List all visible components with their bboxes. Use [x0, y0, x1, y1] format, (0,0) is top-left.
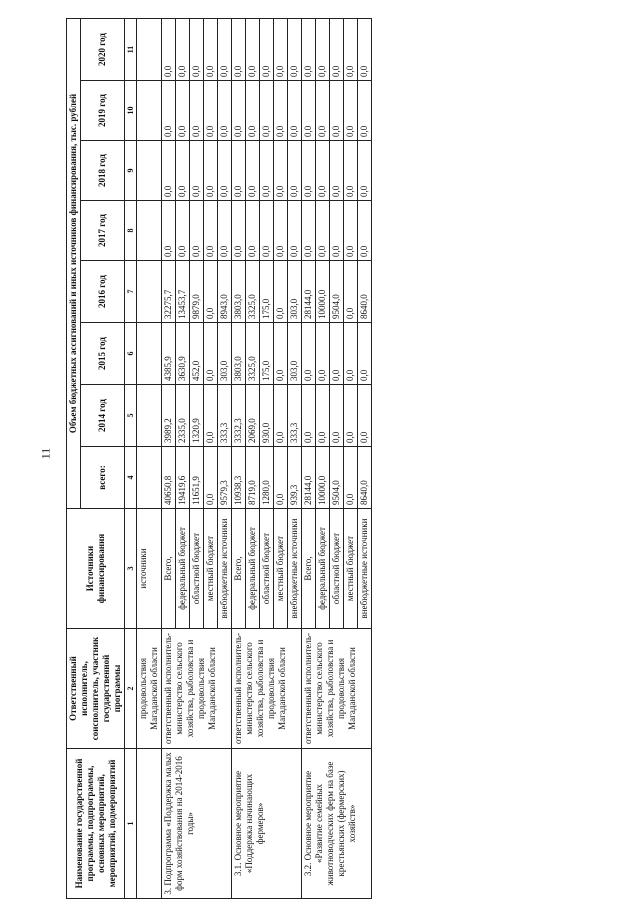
header-name: Наименование государственной программы, подпрограммы, основных мероприятий, мероприятий, подмероприятий: [67, 749, 125, 899]
header-2014: 2014 год: [81, 385, 125, 447]
year-value: 2335,0: [176, 385, 190, 447]
funding-source: внебюджетные источники: [358, 509, 372, 629]
total-value: 40650,8: [162, 447, 176, 509]
funding-source: местный бюджет: [204, 509, 218, 629]
col-number: 2: [125, 629, 137, 749]
year-value: 0,0: [218, 141, 232, 201]
year-value: 0,0: [204, 323, 218, 385]
year-value: 0,0: [288, 201, 302, 261]
funding-source: Всего,: [232, 509, 246, 629]
total-value: 939,3: [288, 447, 302, 509]
year-value: 0,0: [204, 141, 218, 201]
year-value: 0,0: [274, 81, 288, 141]
year-value: 0,0: [274, 141, 288, 201]
year-value: 0,0: [176, 201, 190, 261]
header-2020: 2020 год: [81, 18, 125, 80]
year-value: 0,0: [232, 81, 246, 141]
year-value: 3630,9: [176, 323, 190, 385]
program-name: 3.2. Основное мероприятие «Развитие семейных животноводческих ферм на базе крестьянских (фермерских) хозяйств»: [302, 749, 372, 899]
year-value: 0,0: [246, 18, 260, 80]
col-number: 1: [125, 749, 137, 899]
year-value: 0,0: [302, 18, 316, 80]
year-value: 175,0: [260, 261, 274, 323]
year-value: 0,0: [232, 201, 246, 261]
year-value: 0,0: [344, 141, 358, 201]
year-value: 333,3: [218, 385, 232, 447]
funding-source: местный бюджет: [344, 509, 358, 629]
total-value: 0,0: [204, 447, 218, 509]
year-value: 0,0: [330, 385, 344, 447]
rotated-page: [60, 0, 640, 905]
program-name: 3.1. Основное мероприятие «Поддержка начинающих фермеров»: [232, 749, 302, 899]
executor: ответственный исполнитель- министерство сельского хозяйства, рыболовства и продовольствия Магаданской области: [302, 629, 372, 749]
year-value: 0,0: [330, 81, 344, 141]
year-value: 0,0: [302, 201, 316, 261]
col-number: 8: [125, 201, 137, 261]
year-value: 0,0: [358, 323, 372, 385]
year-value: 0,0: [344, 323, 358, 385]
year-value: 3989,2: [162, 385, 176, 447]
page-number: 11: [38, 447, 53, 460]
year-value: 0,0: [204, 261, 218, 323]
year-value: 0,0: [316, 323, 330, 385]
year-value: 0,0: [358, 385, 372, 447]
year-value: 0,0: [190, 81, 204, 141]
year-value: 13453,7: [176, 261, 190, 323]
executor: ответственный исполнитель- министерство сельского хозяйства, рыболовства и продовольствия Магаданской области: [162, 629, 232, 749]
total-value: 1280,0: [260, 447, 274, 509]
year-value: 0,0: [204, 201, 218, 261]
year-value: 0,0: [344, 81, 358, 141]
header-2016: 2016 год: [81, 261, 125, 323]
funding-source: Всего,: [302, 509, 316, 629]
year-value: 0,0: [246, 141, 260, 201]
year-value: 0,0: [162, 141, 176, 201]
total-value: 11651,9: [190, 447, 204, 509]
total-value: 10000,0: [316, 447, 330, 509]
funding-source: федеральный бюджет: [246, 509, 260, 629]
funding-source: внебюджетные источники: [218, 509, 232, 629]
year-value: 3803,0: [232, 323, 246, 385]
year-value: 9504,0: [330, 261, 344, 323]
year-value: 0,0: [358, 141, 372, 201]
year-value: 0,0: [274, 201, 288, 261]
col-number: 10: [125, 81, 137, 141]
year-value: 0,0: [260, 81, 274, 141]
col-number: 6: [125, 323, 137, 385]
year-value: 0,0: [316, 81, 330, 141]
year-value: 0,0: [232, 141, 246, 201]
total-value: 28144,0: [302, 447, 316, 509]
year-value: 0,0: [358, 18, 372, 80]
total-value: 0,0: [274, 447, 288, 509]
year-value: 303,0: [288, 323, 302, 385]
year-value: 0,0: [218, 18, 232, 80]
year-value: 0,0: [316, 141, 330, 201]
total-value: 10938,3: [232, 447, 246, 509]
year-value: 0,0: [344, 261, 358, 323]
year-value: 0,0: [204, 385, 218, 447]
table-row: [302, 18, 316, 898]
year-value: 0,0: [162, 81, 176, 141]
total-value: 9504,0: [330, 447, 344, 509]
col-number: 4: [125, 447, 137, 509]
total-value: 0,0: [344, 447, 358, 509]
year-value: 8943,0: [218, 261, 232, 323]
col-number: 9: [125, 141, 137, 201]
year-value: 930,0: [260, 385, 274, 447]
year-value: 0,0: [274, 18, 288, 80]
year-value: 0,0: [302, 323, 316, 385]
year-value: 0,0: [274, 385, 288, 447]
funding-source: местный бюджет: [274, 509, 288, 629]
funding-source: федеральный бюджет: [316, 509, 330, 629]
total-value: 9579,3: [218, 447, 232, 509]
year-value: 303,0: [288, 261, 302, 323]
year-value: 0,0: [260, 18, 274, 80]
year-value: 0,0: [246, 81, 260, 141]
year-value: 0,0: [302, 81, 316, 141]
cont-executor: продовольствия Магаданской области: [137, 629, 162, 749]
year-value: 4385,9: [162, 323, 176, 385]
year-value: 10000,0: [316, 261, 330, 323]
year-value: 3325,0: [246, 323, 260, 385]
funding-source: областной бюджет: [330, 509, 344, 629]
funding-source: внебюджетные источники: [288, 509, 302, 629]
year-value: 0,0: [162, 201, 176, 261]
year-value: 0,0: [218, 201, 232, 261]
year-value: 2069,0: [246, 385, 260, 447]
year-value: 0,0: [176, 141, 190, 201]
year-value: 0,0: [190, 141, 204, 201]
year-value: 0,0: [316, 18, 330, 80]
year-value: 0,0: [176, 18, 190, 80]
year-value: 0,0: [288, 18, 302, 80]
year-value: 0,0: [260, 201, 274, 261]
year-value: 0,0: [330, 141, 344, 201]
year-value: 333,3: [288, 385, 302, 447]
funding-table: [66, 18, 372, 899]
header-2017: 2017 год: [81, 201, 125, 261]
year-value: 0,0: [358, 201, 372, 261]
year-value: 0,0: [190, 18, 204, 80]
year-value: 0,0: [232, 18, 246, 80]
year-value: 32275,7: [162, 261, 176, 323]
year-value: 0,0: [288, 81, 302, 141]
year-value: 303,0: [218, 323, 232, 385]
year-value: 0,0: [316, 385, 330, 447]
table-row: [162, 18, 176, 898]
year-value: 1320,9: [190, 385, 204, 447]
year-value: 9879,0: [190, 261, 204, 323]
cont-name: [137, 749, 162, 899]
year-value: 0,0: [274, 323, 288, 385]
executor: ответственный исполнитель- министерство сельского хозяйства, рыболовства и продовольствия Магаданской области: [232, 629, 302, 749]
year-value: 0,0: [246, 201, 260, 261]
year-value: 0,0: [162, 18, 176, 80]
col-number: 11: [125, 18, 137, 80]
year-value: 0,0: [274, 261, 288, 323]
col-number: 3: [125, 509, 137, 629]
header-funding-title: Объем бюджетных ассигнований и иных источников финансирования, тыс. рублей: [67, 18, 81, 508]
year-value: 0,0: [344, 201, 358, 261]
year-value: 0,0: [330, 201, 344, 261]
header-2015: 2015 год: [81, 323, 125, 385]
funding-source: областной бюджет: [260, 509, 274, 629]
year-value: 3803,0: [232, 261, 246, 323]
header-total: всего:: [81, 447, 125, 509]
year-value: 0,0: [330, 323, 344, 385]
year-value: 0,0: [358, 81, 372, 141]
year-value: 0,0: [204, 81, 218, 141]
year-value: 0,0: [288, 141, 302, 201]
year-value: 3325,0: [246, 261, 260, 323]
col-number: 5: [125, 385, 137, 447]
col-number: 7: [125, 261, 137, 323]
header-2018: 2018 год: [81, 141, 125, 201]
year-value: 3332,3: [232, 385, 246, 447]
year-value: 0,0: [204, 18, 218, 80]
total-value: 8640,0: [358, 447, 372, 509]
table-row: [232, 18, 246, 898]
header-executor: Ответственный исполнитель, соисполнитель, участник государственной программы: [67, 629, 125, 749]
year-value: 0,0: [190, 201, 204, 261]
year-value: 0,0: [330, 18, 344, 80]
funding-source: областной бюджет: [190, 509, 204, 629]
program-name: 3. Подпрограмма «Поддержка малых форм хозяйствования на 2014-2016 годы»: [162, 749, 232, 899]
year-value: 0,0: [302, 141, 316, 201]
year-value: 28144,0: [302, 261, 316, 323]
year-value: 0,0: [316, 201, 330, 261]
year-value: 175,0: [260, 323, 274, 385]
year-value: 0,0: [176, 81, 190, 141]
year-value: 0,0: [302, 385, 316, 447]
header-2019: 2019 год: [81, 81, 125, 141]
year-value: 8640,0: [358, 261, 372, 323]
total-value: 19419,6: [176, 447, 190, 509]
cont-source: источники: [137, 509, 162, 629]
total-value: 8719,0: [246, 447, 260, 509]
year-value: 0,0: [344, 385, 358, 447]
header-source: Источники финансирования: [67, 509, 125, 629]
funding-source: Всего,: [162, 509, 176, 629]
funding-source: федеральный бюджет: [176, 509, 190, 629]
year-value: 0,0: [344, 18, 358, 80]
year-value: 452,0: [190, 323, 204, 385]
year-value: 0,0: [260, 141, 274, 201]
year-value: 0,0: [218, 81, 232, 141]
